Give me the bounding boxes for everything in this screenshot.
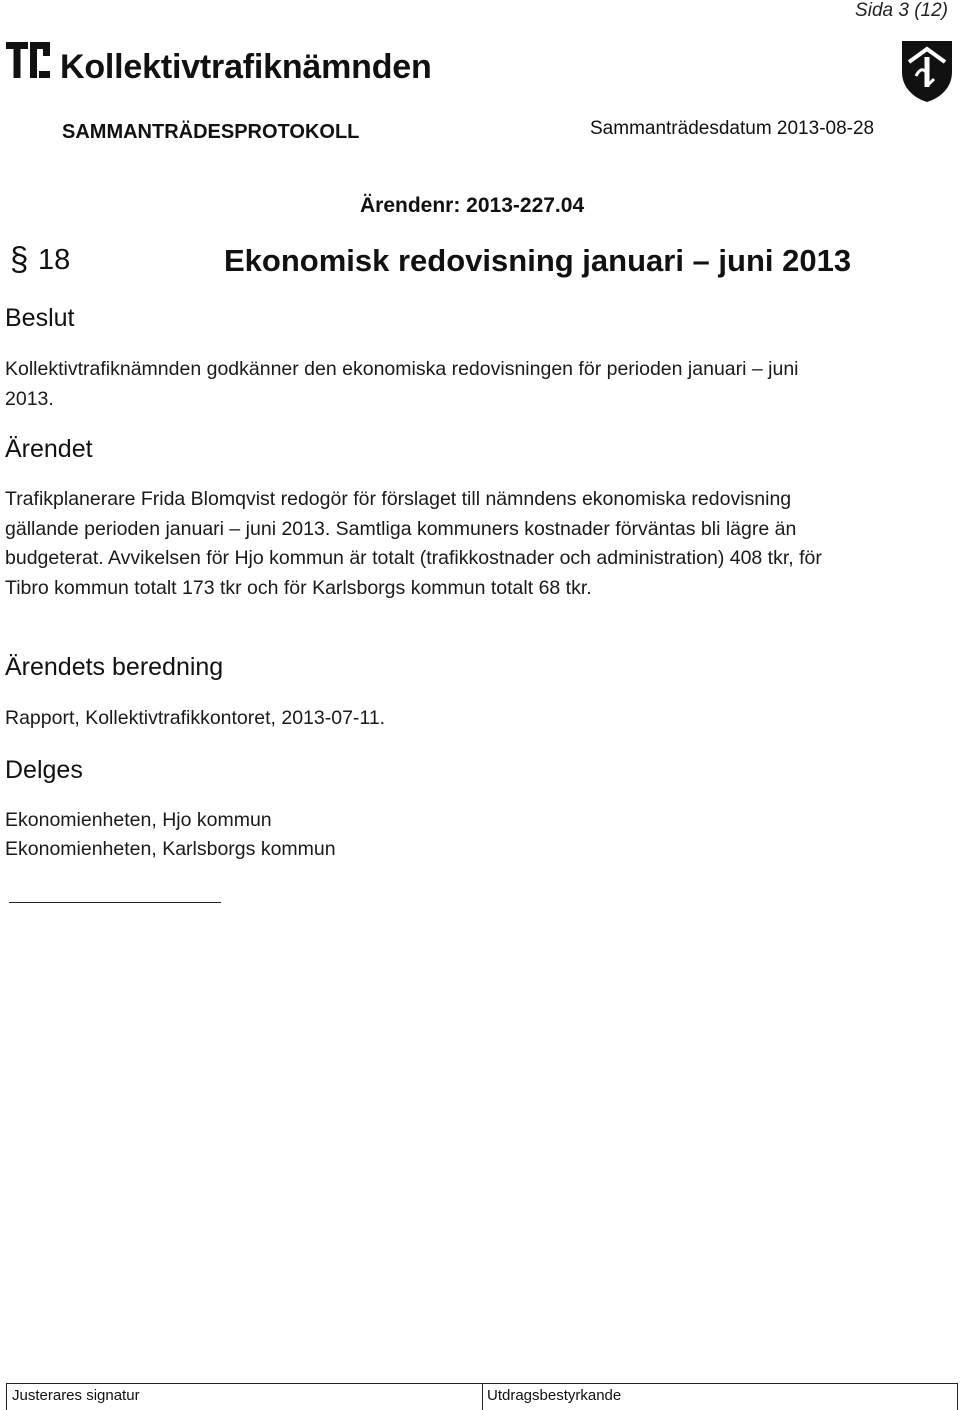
section-end-rule (9, 902, 221, 903)
paragraph-title: Ekonomisk redovisning januari – juni 2013 (224, 243, 852, 278)
beslut-text: Kollektivtrafiknämnden godkänner den ekonomiska redovisningen för perioden januari – juni 2013. (5, 358, 799, 410)
delges-recipient: Ekonomienheten, Hjo kommun (5, 809, 272, 831)
page-number: Sida 3 (12) (855, 0, 948, 21)
beredning-text: Rapport, Kollektivtrafikkontoret, 2013-07-11. (5, 707, 386, 729)
certifier-label: Utdragsbestyrkande (487, 1387, 622, 1404)
beslut-heading: Beslut (5, 304, 75, 332)
meeting-date: Sammanträdesdatum 2013-08-28 (590, 118, 875, 139)
paragraph-number: 18 (38, 244, 71, 276)
adjuster-signature-label: Justerares signatur (12, 1387, 140, 1404)
municipal-coat-of-arms-icon (898, 38, 956, 104)
beredning-heading: Ärendets beredning (5, 653, 224, 681)
case-number: Ärendenr: 2013-227.04 (360, 194, 585, 217)
org-name: Kollektivtrafiknämnden (60, 48, 432, 86)
signature-box (6, 1383, 958, 1410)
paragraph-sign: § (10, 240, 29, 277)
arendet-text: Trafikplanerare Frida Blomqvist redogör för förslaget till nämndens ekonomiska redovisning gällande perioden januari – juni 2013. Samtliga kommuners kostnader förväntas bli lägre än budgeterat. Avvikelsen för Hjo kommun är totalt (trafikkostnader och administration) 408 tkr, för Tibro kommun totalt 173 tkr och för Karlsborgs kommun totalt 68 tkr. (5, 488, 822, 599)
kollektivtrafik-logo-icon (6, 40, 52, 82)
arendet-heading: Ärendet (5, 435, 93, 463)
delges-heading: Delges (5, 756, 83, 784)
delges-recipient: Ekonomienheten, Karlsborgs kommun (5, 838, 336, 860)
signature-divider (482, 1384, 483, 1410)
protocol-title: SAMMANTRÄDESPROTOKOLL (62, 121, 360, 143)
